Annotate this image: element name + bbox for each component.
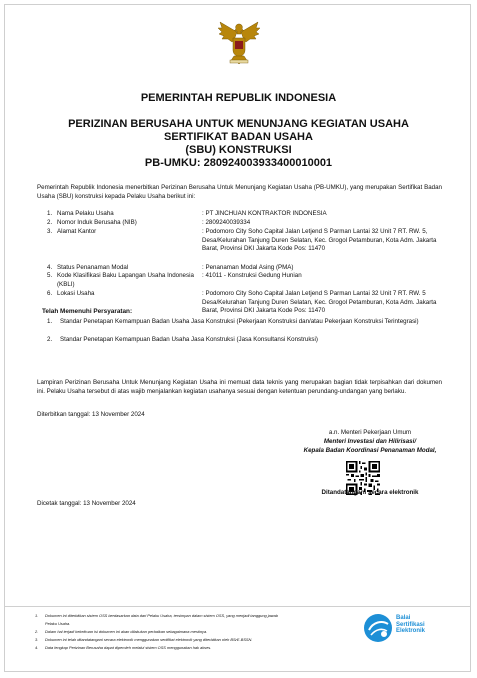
footnote-number: 4. bbox=[35, 645, 39, 650]
field-number: 3. bbox=[47, 228, 53, 235]
footer-divider bbox=[4, 606, 471, 607]
issued-date: Diterbitkan tanggal: 13 November 2024 bbox=[37, 411, 145, 418]
footnote-text: Dalam hal terjadi kekeliruan isi dokumen ini akan dilakukan perbaikan sebagaimana mestinya. bbox=[45, 629, 208, 634]
attachment-paragraph: Lampiran Perizinan Berusaha Untuk Menunjang Kegiatan Usaha ini memuat data teknis yang merupakan bagian tidak terpisahkan dari dokumen ini. Pelaku Usaha tersebut di atas wajib menjalankan kegiatan usahanya sesuai dengan ketentuan perundang-undangan yang berlaku. bbox=[37, 379, 442, 395]
garuda-emblem-icon bbox=[216, 18, 262, 66]
field-label: Nama Pelaku Usaha bbox=[57, 210, 114, 217]
field-number: 5. bbox=[47, 272, 53, 279]
signature-line2: Menteri Investasi dan Hilirisasi/ bbox=[323, 438, 417, 445]
logo-line1: Balai bbox=[396, 615, 411, 621]
footnote-text: Dokumen ini telah ditandatangani secara elektronik menggunakan sertifikat elektronik yang diterbitkan oleh BSrE-BSSN. bbox=[45, 637, 253, 642]
logo-line3: Elektronik bbox=[396, 628, 426, 635]
field-number: 6. bbox=[47, 290, 53, 297]
footnote-text: Data lengkap Perizinan Berusaha dapat diperoleh melalui sistem OSS menggunakan hak akses. bbox=[45, 645, 212, 650]
requirement-text: Standar Penetapan Kemampuan Badan Usaha Jasa Konstruksi (Pekerjaan Konstruksi dan/atau Pekerjaan Konstruksi Terintegrasi) bbox=[60, 318, 419, 325]
requirements-title: Telah Memenuhi Persyaratan: bbox=[42, 308, 133, 315]
requirement-text: Standar Penetapan Kemampuan Badan Usaha Jasa Konstruksi (Jasa Konsultansi Konstruksi) bbox=[60, 336, 318, 343]
field-value: : PT JINCHUAN KONTRAKTOR INDONESIA bbox=[202, 210, 327, 217]
field-label: Alamat Kantor bbox=[57, 228, 97, 235]
field-value: : Penanaman Modal Asing (PMA) bbox=[202, 264, 294, 271]
certificate-number: PB-UMKU: 280924003933400010001 bbox=[144, 157, 333, 169]
requirement-number: 1. bbox=[47, 318, 53, 325]
signature-line1: a.n. Menteri Pekerjaan Umum bbox=[328, 429, 412, 436]
field-value: : Podomoro City Soho Capital Jalan Letjend S Parman Lantai 32 Unit 7 RT. RW. 5 Desa/Kelurahan Tanjung Duren Selatan, Kec. Grogol Petamburan, Kota Adm. Jakarta Barat, Provinsi DKI Jakarta Kode Pos: 11470 bbox=[202, 290, 437, 315]
field-number: 1. bbox=[47, 210, 53, 217]
printed-date: Dicetak tanggal: 13 November 2024 bbox=[37, 500, 136, 507]
intro-paragraph: Pemerintah Republik Indonesia menerbitkan Perizinan Berusaha Untuk Menunjang Kegiatan Usaha (PB-UMKU), yang merupakan Sertifikat Badan Usaha (SBU) konstruksi kepada Pelaku Usaha berikut ini: bbox=[37, 184, 442, 200]
field-value: : 2809240039334 bbox=[202, 219, 251, 226]
government-heading: PEMERINTAH REPUBLIK INDONESIA bbox=[140, 92, 337, 104]
field-value: : Podomoro City Soho Capital Jalan Letjend S Parman Lantai 32 Unit 7 RT. RW. 5, Desa/Kelurahan Tanjung Duren Selatan, Kec. Grogol Petamburan, Kota Adm. Jakarta Barat, Provinsi DKI Jakarta Kode Pos: 11470 bbox=[202, 228, 437, 253]
bsre-logo-text bbox=[396, 615, 425, 635]
requirement-number: 2. bbox=[47, 336, 53, 343]
field-label: Kode Klasifikasi Baku Lapangan Usaha Indonesia (KBLI) bbox=[57, 272, 194, 288]
field-label: Lokasi Usaha bbox=[57, 290, 95, 297]
certificate-title-line2: SERTIFIKAT BADAN USAHA bbox=[164, 131, 313, 143]
footnote-text: Pelaku Usaha. bbox=[45, 621, 71, 626]
signature-line3: Kepala Badan Koordinasi Penanaman Modal, bbox=[303, 447, 437, 454]
bsre-logo-icon bbox=[362, 612, 394, 644]
field-number: 2. bbox=[47, 219, 53, 226]
certificate-title-line1: PERIZINAN BERUSAHA UNTUK MENUNJANG KEGIATAN USAHA bbox=[68, 118, 409, 130]
certificate-title-line3: (SBU) KONSTRUKSI bbox=[185, 144, 292, 156]
field-label: Status Penanaman Modal bbox=[57, 264, 129, 271]
logo-line2: Sertifikasi bbox=[396, 621, 425, 628]
field-number: 4. bbox=[47, 264, 53, 271]
footnote-text: Dokumen ini diterbitkan sistem OSS berdasarkan data dari Pelaku Usaha, tersimpan dalam sistem OSS, yang menjadi tanggung jawab bbox=[45, 613, 278, 618]
electronic-signature-note: Ditandatangani secara elektronik bbox=[321, 489, 419, 496]
footnote-number: 2. bbox=[35, 629, 39, 634]
footnote-number: 1. bbox=[35, 613, 39, 618]
field-label: Nomor Induk Berusaha (NIB) bbox=[57, 219, 137, 226]
field-value: : 41011 - Konstruksi Gedung Hunian bbox=[202, 272, 302, 279]
footnote-number: 3. bbox=[35, 637, 39, 642]
